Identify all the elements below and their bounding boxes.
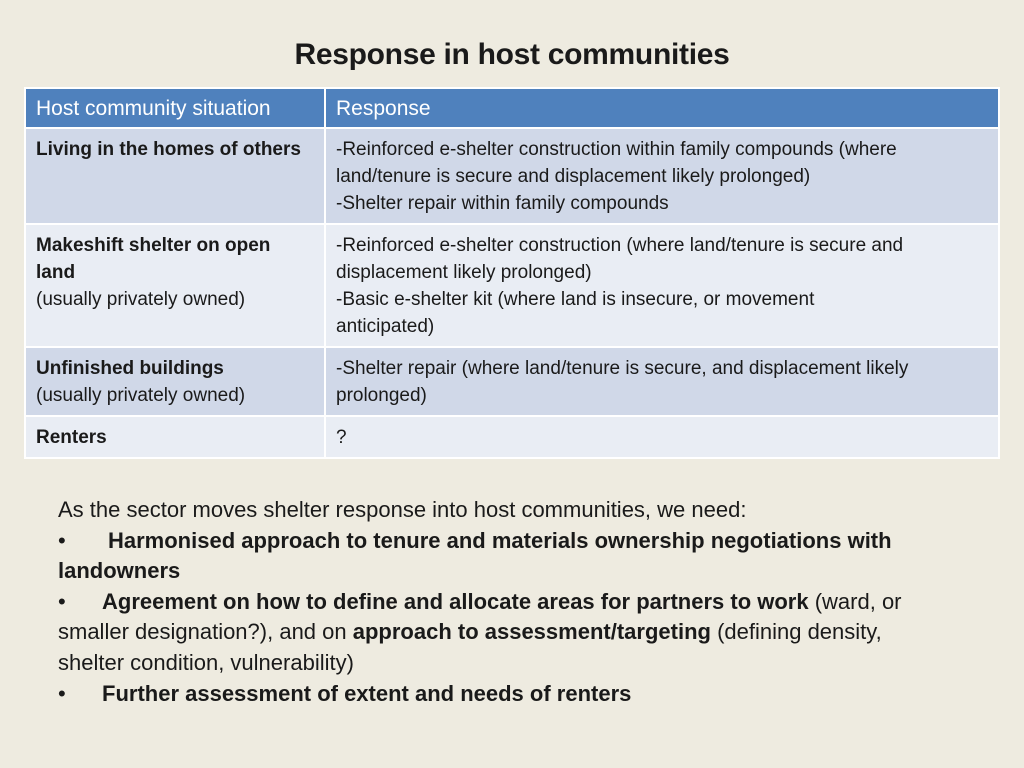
bullet-item bbox=[58, 587, 958, 618]
response-line: -Shelter repair (where land/tenure is secure, and displacement likely bbox=[336, 358, 909, 379]
response-line: prolonged) bbox=[336, 385, 427, 406]
column-header-situation: Host community situation bbox=[25, 88, 325, 128]
situation-title: Living in the homes of others bbox=[36, 139, 301, 160]
bullet-text: (defining density, bbox=[710, 619, 882, 645]
table-row bbox=[25, 416, 999, 458]
situation-title: Renters bbox=[36, 427, 107, 448]
bullet-icon: • bbox=[58, 527, 66, 553]
response-line: anticipated) bbox=[336, 316, 435, 337]
response-cell bbox=[325, 416, 999, 458]
bullet-icon: • bbox=[58, 680, 66, 706]
bullet-text-bold: landowners bbox=[58, 558, 181, 584]
response-line: ? bbox=[336, 427, 347, 448]
host-community-table bbox=[24, 87, 1000, 459]
response-cell bbox=[325, 347, 999, 416]
response-line: -Basic e-shelter kit (where land is insecure, or movement bbox=[336, 289, 815, 310]
bullet-icon: • bbox=[58, 588, 66, 614]
situation-cell bbox=[25, 416, 325, 458]
response-line: land/tenure is secure and displacement likely prolonged) bbox=[336, 166, 811, 187]
notes-intro: As the sector moves shelter response into host communities, we need: bbox=[58, 497, 747, 522]
response-line: displacement likely prolonged) bbox=[336, 262, 592, 283]
bullet-text-bold: Harmonised approach to tenure and materials ownership negotiations with bbox=[108, 527, 892, 553]
response-line: -Shelter repair within family compounds bbox=[336, 193, 669, 214]
situation-cell bbox=[25, 224, 325, 347]
situation-title: Unfinished buildings bbox=[36, 358, 224, 379]
bullet-continuation bbox=[58, 617, 958, 648]
bullet-text-bold: approach to assessment/targeting bbox=[352, 619, 711, 645]
bullet-text-bold: Agreement on how to define and allocate areas for partners to work bbox=[102, 588, 809, 614]
situation-title: Makeshift shelter on open land bbox=[36, 235, 271, 283]
page-title: Response in host communities bbox=[294, 38, 730, 71]
situation-cell bbox=[25, 347, 325, 416]
situation-cell bbox=[25, 128, 325, 224]
notes-section bbox=[58, 495, 958, 709]
table-row bbox=[25, 347, 999, 416]
bullet-text: smaller designation?), and on bbox=[58, 619, 353, 645]
bullet-text: shelter condition, vulnerability) bbox=[58, 649, 354, 675]
response-line: -Reinforced e-shelter construction within family compounds (where bbox=[336, 139, 897, 160]
situation-note: (usually privately owned) bbox=[36, 385, 246, 406]
response-line: -Reinforced e-shelter construction (where land/tenure is secure and bbox=[336, 235, 904, 256]
situation-note: (usually privately owned) bbox=[36, 289, 246, 310]
table-row bbox=[25, 128, 999, 224]
response-cell bbox=[325, 128, 999, 224]
column-header-response: Response bbox=[325, 88, 999, 128]
bullet-item bbox=[58, 526, 958, 557]
response-cell bbox=[325, 224, 999, 347]
table-row bbox=[25, 224, 999, 347]
bullet-item bbox=[58, 679, 958, 710]
bullet-text-bold: Further assessment of extent and needs of renters bbox=[102, 680, 632, 706]
bullet-text: (ward, or bbox=[808, 588, 902, 614]
table-header-row bbox=[25, 88, 999, 128]
